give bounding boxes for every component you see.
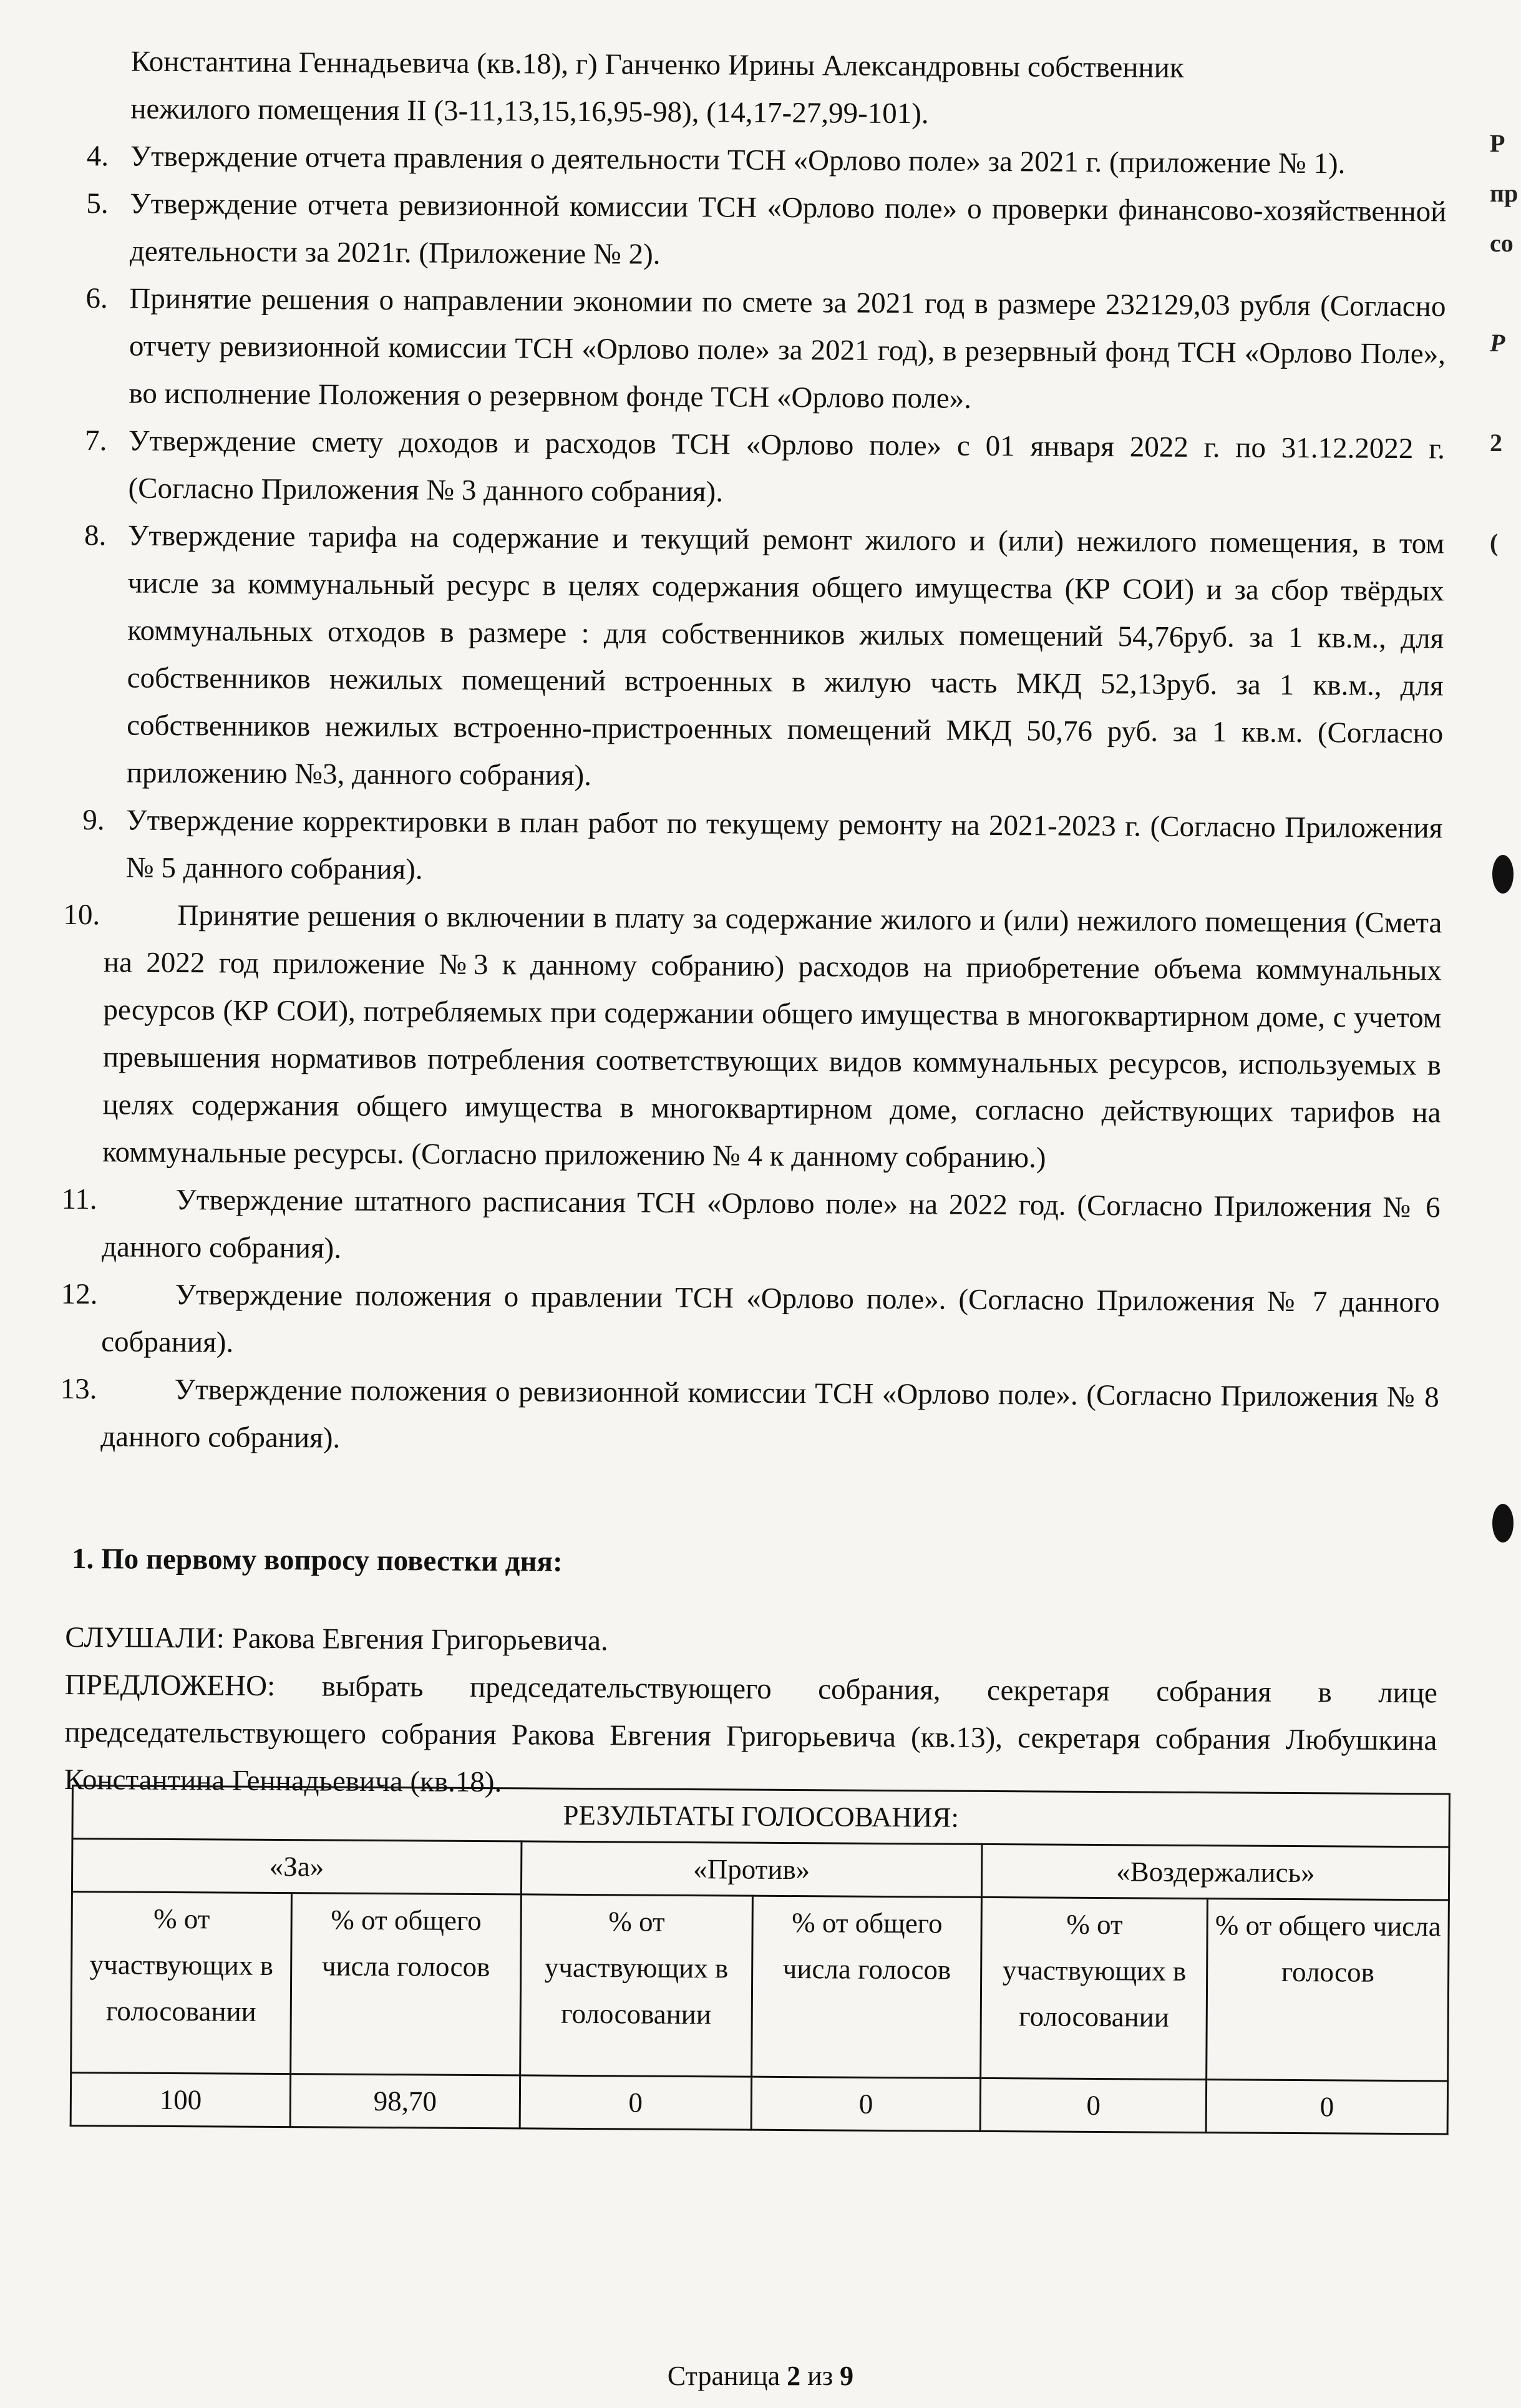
header-against-participants: % от участвующих в голосовании [520,1894,752,2077]
heard-paragraph [65,1614,1437,1669]
edge-fragment: пр [1490,179,1519,207]
agenda-item-10 [63,891,1442,1184]
edge-fragment: со [1490,229,1514,257]
value-against-total: 0 [751,2077,981,2131]
agenda-item-4 [74,132,1447,188]
section-title: 1. По первому вопросу повестки дня: [71,1543,563,1578]
footer-separator: из [807,2361,833,2391]
agenda-text: Утверждение корректировки в план работ по текущему ремонту на 2021-2023 г. (Согласно Приложения № 5 данного собрания). [125,804,1443,886]
agenda-item-7 [72,417,1445,520]
edge-fragment: 2 [1490,429,1502,457]
agenda-text: Утверждение положения о ревизионной комиссии ТСН «Орлово поле». (Согласно Приложения № 8 данного собрания). [100,1373,1439,1455]
agenda-number: 12. [61,1277,98,1311]
agenda-text: Утверждение отчета ревизионной комиссии ТСН «Орлово поле» о проверки финансово-хозяйственной деятельности за 2021г. (Приложение № 2). [129,187,1447,271]
agenda-number: 8. [84,519,107,552]
agenda-number: 7. [84,424,107,457]
header-abstained-total: % от общего числа голосов [1207,1899,1449,2081]
value-for-participants: 100 [70,2073,291,2127]
agenda-item-8 [70,512,1445,804]
agenda-number: 13. [60,1372,97,1406]
voting-results-title: РЕЗУЛЬТАТЫ ГОЛОСОВАНИЯ: [72,1786,1449,1847]
agenda-text: Утверждение положения о правлении ТСН «Орлово поле». (Согласно Приложения № 7 данного собрания). [101,1279,1440,1359]
group-against: «Против» [521,1841,982,1898]
binder-hole [1492,1504,1514,1543]
agenda-number: 9. [82,804,105,837]
header-for-participants: % от участвующих в голосовании [71,1892,292,2074]
edge-fragment: Р [1490,129,1505,157]
continuation-line-1: Константина Геннадьевича (кв.18), г) Ганченко Ирины Александровны собственник [130,45,1184,84]
agenda-number: 4. [86,140,109,173]
header-for-total: % от общего числа голосов [291,1893,521,2075]
agenda-item-9 [70,796,1443,899]
value-abstained-total: 0 [1206,2080,1447,2134]
edge-fragment: ( [1490,529,1499,557]
voting-results-table [70,1785,1451,2135]
continuation-line-2: нежилого помещения II (3-11,13,15,16,95-98), (14,17-27,99-101). [130,92,929,130]
agenda-item-5 [74,180,1447,283]
agenda-number: 5. [86,187,109,220]
heard-text: Ракова Евгения Григорьевича. [231,1622,608,1657]
agenda-text: Принятие решения о включении в плату за содержание жилого и (или) нежилого помещения (Смета на 2022 год приложение №3 к данному собранию) расходов на приобретение объема коммунальных ресурсов (КР СОИ), потребляемых при содержании общего имущества в многоквартирном доме, с учетом превышения нормативов потребления соответствующих видов коммунальных ресурсов, используемых в целях содержания общего имущества в многоквартирном доме, согласно действующих тарифов на коммунальные ресурсы. (Согласно приложению № 4 к данному собранию.) [102,899,1442,1174]
agenda-number: 11. [61,1182,97,1216]
agenda-text: Утверждение тарифа на содержание и текущий ремонт жилого и (или) нежилого помещения, в том числе за коммунальный ресурс в целях содержания общего имущества (КР СОИ) и за сбор твёрдых коммунальных отходов в размере : для собственников жилых помещений 54,76руб. за 1 кв.м., для собственников нежилых помещений встроенных в жилую часть МКД 52,13руб. за 1 кв.м., для собственников нежилых встроенно-пристроенных помещений МКД 50,76 руб. за 1 кв.м. (Согласно приложению №3, данного собрания). [126,519,1445,792]
value-for-total: 98,70 [290,2074,520,2128]
agenda-text: Принятие решения о направлении экономии по смете за 2021 год в размере 232129,03 рубля (Согласно отчету ревизионной комиссии ТСН «Орлово поле» за 2021 год), в резервный фонд ТСН «Орлово Поле», во исполнение Положения о резервном фонде ТСН «Орлово поле». [129,282,1446,415]
proposed-label: ПРЕДЛОЖЕНО: [64,1668,276,1703]
footer-prefix: Страница [667,2361,780,2391]
agenda-item-13 [60,1365,1439,1468]
heard-label: СЛУШАЛИ: [65,1621,225,1655]
footer-page-total: 9 [840,2361,854,2391]
agenda-item-11 [61,1176,1441,1279]
group-abstained: «Воздержались» [982,1844,1449,1900]
proposed-text: выбрать председательствующего собрания, секретаря собрания в лице председательствующего собрания Ракова Евгения Григорьевича (кв.13), секретаря собрания Любушкина Константина Геннадьевича (кв.18). [64,1670,1438,1799]
agenda-item-12 [61,1270,1440,1373]
footer-page-number: 2 [787,2361,801,2391]
agenda-text: Утверждение отчета правления о деятельности ТСН «Орлово поле» за 2021 г. (приложение № 1). [130,140,1346,180]
edge-fragment: Р [1490,329,1505,357]
page-footer [0,2360,1521,2392]
binder-hole [1492,855,1514,894]
agenda-text: Утверждение смету доходов и расходов ТСН «Орлово поле» с 01 января 2022 г. по 31.12.2022 г. (Согласно Приложения № 3 данного собрания). [128,424,1446,509]
agenda-list [60,132,1447,1468]
agenda-item-6 [72,275,1446,425]
adjacent-page-edge [1490,119,1521,568]
agenda-number: 6. [85,282,108,315]
agenda-text: Утверждение штатного расписания ТСН «Орлово поле» на 2022 год. (Согласно Приложения № 6 данного собрания). [102,1184,1441,1265]
header-abstained-participants: % от участвующих в голосовании [981,1897,1208,2079]
agenda-number: 10. [63,898,100,932]
value-against-participants: 0 [520,2075,752,2130]
document-body [60,37,1447,1811]
group-for: «За» [72,1839,521,1894]
header-against-total: % от общего числа голосов [752,1896,982,2078]
value-abstained-participants: 0 [981,2078,1207,2132]
